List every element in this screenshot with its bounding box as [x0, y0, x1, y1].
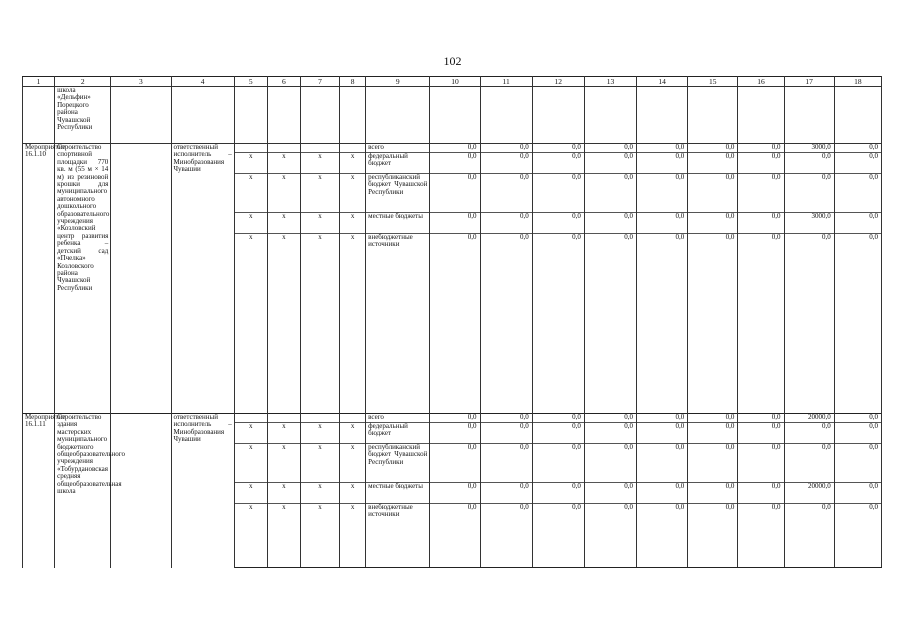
value-cell: 0,0 — [637, 174, 688, 213]
value-cell: 0,0 — [834, 174, 881, 213]
value-cell: 0,0 — [584, 444, 636, 483]
funding-source: внебюджетные источники — [366, 234, 430, 414]
value-cell: 0,0 — [784, 504, 834, 568]
code-cell: x — [267, 483, 300, 504]
value-cell: 0,0 — [688, 153, 738, 174]
value-cell: 0,0 — [584, 504, 636, 568]
value-cell: 0,0 — [688, 423, 738, 444]
value-cell: 0,0 — [430, 213, 480, 234]
value-cell: 0,0 — [738, 153, 784, 174]
measure-name: Строительство спортивной площадки 770 кв. м (55 м × 14 м) из резиновой крошки для муниципального автономного дошкольного образовательного учреждения «Козловский центр развития ребенка – детский сад «Пчелка» Козловского района Чувашской Республики — [55, 144, 111, 414]
value-cell: 0,0 — [834, 483, 881, 504]
value-cell: 0,0 — [584, 153, 636, 174]
value-cell: 0,0 — [430, 483, 480, 504]
value-cell: 0,0 — [532, 213, 584, 234]
code-cell: x — [340, 444, 366, 483]
header-cell: 5 — [234, 77, 267, 87]
value-cell: 0,0 — [584, 234, 636, 414]
continuation-name: школа «Дельфин» Порецкого района Чувашской Республики — [55, 87, 111, 144]
value-cell: 0,0 — [784, 234, 834, 414]
value-cell: 0,0 — [430, 504, 480, 568]
empty-cell — [111, 414, 171, 568]
value-cell: 0,0 — [480, 483, 532, 504]
value-cell: 0,0 — [430, 234, 480, 414]
value-cell: 0,0 — [784, 153, 834, 174]
header-cell: 16 — [738, 77, 784, 87]
code-cell: x — [267, 444, 300, 483]
code-cell: x — [300, 153, 339, 174]
value-cell: 0,0 — [532, 444, 584, 483]
code-cell: x — [267, 234, 300, 414]
header-cell: 8 — [340, 77, 366, 87]
value-cell: 0,0 — [834, 414, 881, 423]
value-cell: 0,0 — [637, 414, 688, 423]
code-cell: x — [340, 234, 366, 414]
code-cell: x — [340, 213, 366, 234]
code-cell: x — [267, 153, 300, 174]
value-cell: 0,0 — [637, 234, 688, 414]
funding-source: республиканский бюджет Чувашской Республики — [366, 174, 430, 213]
header-row — [23, 77, 882, 87]
value-cell: 3000,0 — [784, 213, 834, 234]
funding-source: внебюджетные источники — [366, 504, 430, 568]
value-cell: 0,0 — [688, 414, 738, 423]
code-cell: x — [340, 174, 366, 213]
value-cell: 0,0 — [738, 444, 784, 483]
code-cell: x — [300, 504, 339, 568]
value-cell: 0,0 — [688, 213, 738, 234]
header-cell: 4 — [171, 77, 234, 87]
value-cell: 3000,0 — [784, 144, 834, 153]
value-cell: 0,0 — [834, 144, 881, 153]
value-cell: 0,0 — [480, 414, 532, 423]
value-cell: 0,0 — [637, 483, 688, 504]
header-cell: 15 — [688, 77, 738, 87]
header-cell: 9 — [366, 77, 430, 87]
value-cell: 0,0 — [584, 414, 636, 423]
header-cell: 3 — [111, 77, 171, 87]
code-cell: x — [300, 234, 339, 414]
code-cell: x — [340, 423, 366, 444]
value-cell: 0,0 — [784, 423, 834, 444]
value-cell: 0,0 — [480, 423, 532, 444]
value-cell: 0,0 — [480, 144, 532, 153]
funding-source: всего — [366, 144, 430, 153]
header-cell: 12 — [532, 77, 584, 87]
header-cell: 14 — [637, 77, 688, 87]
value-cell: 0,0 — [532, 483, 584, 504]
table-row — [23, 144, 882, 153]
code-cell: x — [300, 483, 339, 504]
value-cell: 0,0 — [532, 504, 584, 568]
code-cell: x — [267, 213, 300, 234]
code-cell: x — [300, 423, 339, 444]
value-cell: 0,0 — [738, 234, 784, 414]
value-cell: 0,0 — [637, 504, 688, 568]
value-cell: 20000,0 — [784, 414, 834, 423]
value-cell: 0,0 — [430, 444, 480, 483]
value-cell: 0,0 — [738, 483, 784, 504]
value-cell: 0,0 — [532, 144, 584, 153]
value-cell: 0,0 — [430, 414, 480, 423]
continuation-row — [23, 87, 882, 144]
measure-id: Мероприятие 16.1.10 — [23, 144, 55, 414]
header-cell: 17 — [784, 77, 834, 87]
code-cell: x — [340, 483, 366, 504]
value-cell: 0,0 — [688, 444, 738, 483]
code-cell: x — [234, 153, 267, 174]
value-cell: 0,0 — [738, 414, 784, 423]
value-cell: 0,0 — [738, 423, 784, 444]
value-cell: 0,0 — [584, 213, 636, 234]
measure-name: Строительство здания мастерских муниципального бюджетного общеобразовательного учреждения «Тобурдановская средняя общеобразовательная школа — [55, 414, 111, 568]
funding-source: республиканский бюджет Чувашской Республики — [366, 444, 430, 483]
value-cell: 0,0 — [637, 423, 688, 444]
value-cell: 0,0 — [834, 153, 881, 174]
value-cell: 0,0 — [784, 444, 834, 483]
header-cell: 13 — [584, 77, 636, 87]
value-cell: 0,0 — [688, 234, 738, 414]
code-cell: x — [340, 153, 366, 174]
value-cell: 0,0 — [480, 504, 532, 568]
funding-source: всего — [366, 414, 430, 423]
value-cell: 0,0 — [584, 483, 636, 504]
code-cell: x — [340, 504, 366, 568]
responsible-executor: ответственный исполнитель – Минобразования Чувашии — [171, 414, 234, 568]
table-row — [23, 414, 882, 423]
funding-source: федеральный бюджет — [366, 153, 430, 174]
value-cell: 0,0 — [834, 444, 881, 483]
value-cell: 0,0 — [532, 414, 584, 423]
header-cell: 6 — [267, 77, 300, 87]
value-cell: 0,0 — [738, 144, 784, 153]
value-cell: 0,0 — [480, 153, 532, 174]
header-cell: 10 — [430, 77, 480, 87]
value-cell: 0,0 — [738, 504, 784, 568]
code-cell: x — [234, 213, 267, 234]
code-cell: x — [234, 423, 267, 444]
value-cell: 0,0 — [532, 153, 584, 174]
page-number: 102 — [443, 54, 462, 68]
value-cell: 0,0 — [834, 234, 881, 414]
value-cell: 0,0 — [430, 174, 480, 213]
value-cell: 0,0 — [784, 174, 834, 213]
value-cell: 0,0 — [430, 153, 480, 174]
header-cell: 1 — [23, 77, 55, 87]
value-cell: 0,0 — [480, 444, 532, 483]
code-cell: x — [300, 444, 339, 483]
measure-id: Мероприятие 16.1.11 — [23, 414, 55, 568]
value-cell: 0,0 — [480, 213, 532, 234]
funding-source: местные бюджеты — [366, 483, 430, 504]
value-cell: 0,0 — [584, 423, 636, 444]
code-cell: x — [300, 213, 339, 234]
value-cell: 0,0 — [584, 174, 636, 213]
value-cell: 0,0 — [637, 153, 688, 174]
value-cell: 0,0 — [738, 213, 784, 234]
code-cell: x — [234, 483, 267, 504]
program-table — [22, 76, 882, 568]
value-cell: 0,0 — [584, 144, 636, 153]
value-cell: 0,0 — [430, 144, 480, 153]
code-cell: x — [234, 234, 267, 414]
value-cell: 0,0 — [834, 213, 881, 234]
code-cell: x — [267, 423, 300, 444]
value-cell: 0,0 — [430, 423, 480, 444]
funding-source: федеральный бюджет — [366, 423, 430, 444]
header-cell: 7 — [300, 77, 339, 87]
value-cell: 0,0 — [688, 144, 738, 153]
value-cell: 0,0 — [532, 234, 584, 414]
value-cell: 0,0 — [738, 174, 784, 213]
header-cell: 11 — [480, 77, 532, 87]
code-cell: x — [267, 174, 300, 213]
code-cell: x — [300, 174, 339, 213]
value-cell: 0,0 — [688, 504, 738, 568]
value-cell: 0,0 — [637, 444, 688, 483]
value-cell: 0,0 — [834, 504, 881, 568]
code-cell: x — [267, 504, 300, 568]
code-cell: x — [234, 504, 267, 568]
header-cell: 2 — [55, 77, 111, 87]
value-cell: 0,0 — [688, 174, 738, 213]
code-cell: x — [234, 174, 267, 213]
value-cell: 0,0 — [480, 234, 532, 414]
header-cell: 18 — [834, 77, 881, 87]
value-cell: 0,0 — [637, 144, 688, 153]
value-cell: 20000,0 — [784, 483, 834, 504]
value-cell: 0,0 — [834, 423, 881, 444]
funding-source: местные бюджеты — [366, 213, 430, 234]
value-cell: 0,0 — [532, 423, 584, 444]
value-cell: 0,0 — [688, 483, 738, 504]
responsible-executor: ответственный исполнитель – Минобразования Чувашии — [171, 144, 234, 414]
value-cell: 0,0 — [532, 174, 584, 213]
value-cell: 0,0 — [480, 174, 532, 213]
empty-cell — [111, 144, 171, 414]
value-cell: 0,0 — [637, 213, 688, 234]
code-cell: x — [234, 444, 267, 483]
